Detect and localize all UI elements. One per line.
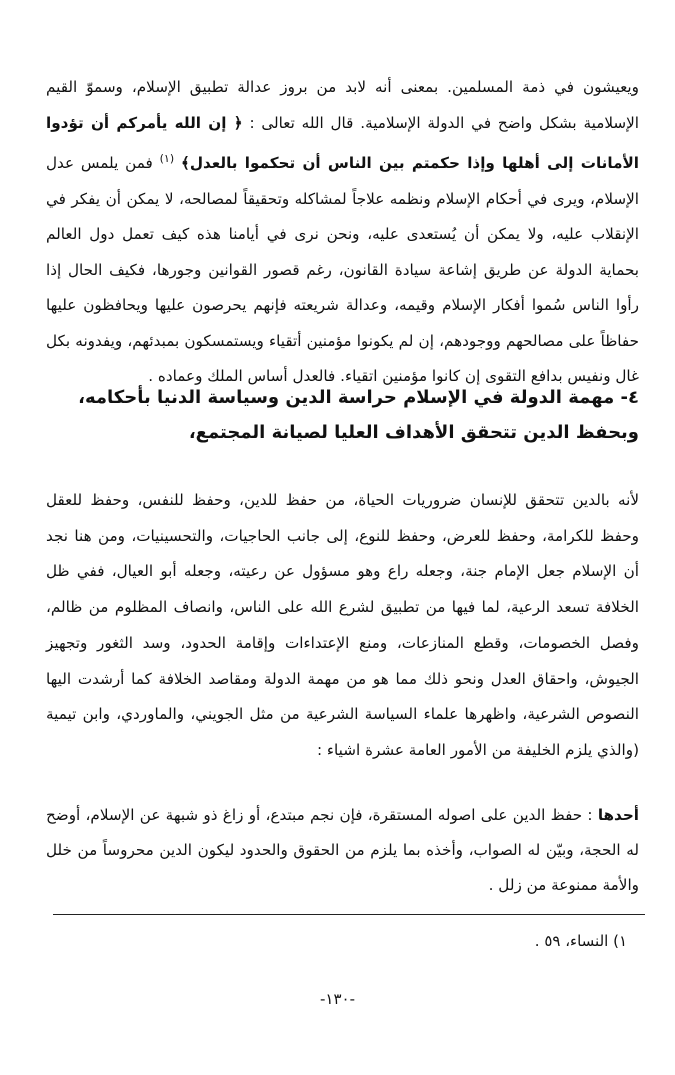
footnote: ١) النساء، ٥٩ .	[534, 932, 627, 950]
section-heading: ٤- مهمة الدولة في الإسلام حراسة الدين وسياسة الدنيا بأحكامه، وبحفظ الدين تتحقق الأهداف العليا لصيانة المجتمع،	[78, 387, 639, 443]
quran-quote: ﴿ إن الله يأمركم أن تؤدوا الأمانات إلى أهلها وإذا حكمتم بين الناس أن تحكموا بالعدل﴾	[46, 113, 639, 173]
paragraph-2	[46, 483, 639, 769]
paragraph-3	[46, 798, 639, 903]
paragraph-1-body: فمن يلمس عدل الإسلام، ويرى في أحكام الإسلام ونظمه علاجاً لمشاكله وتحقيقاً لمصالحه، لا يمكن أن يفكر في الإنقلاب عليه، ولا يمكن أن يُستعدى عليه، ونحن نرى في أيامنا هذه كيف تعمل دول العالم بحماية الدولة عن طريق إشاعة سيادة القانون، رغم قصور القوانين وجورها، فكيف الحال إذا رأوا الناس سُموا أفكار الإسلام وقيمه، وعدالة شريعته فإنهم يحرصون عليها ويحافظون عليها حفاظاً على مصالحهم ووجودهم، إن لم يكونوا مؤمنين أتقياء ويستمسكون بمبدئهم، ويفدونه بكل غال ونفيس بدافع التقوى إن كانوا مؤمنين اتقياء. فالعدل أساس الملك وعماده .	[46, 154, 639, 386]
footnote-divider	[53, 914, 645, 915]
paragraph-3-text: : حفظ الدين على اصوله المستقرة، فإن نجم مبتدع، أو زاغ ذو شبهة عن الإسلام، أوضح له الحجة، وبيّن له الصواب، وأخذه بما يلزم من الحقوق والحدود ليكون الدين محروساً من خلل والأمة ممنوعة من زلل .	[46, 806, 639, 894]
paragraph-2-text: لأنه بالدين تتحقق للإنسان ضروريات الحياة، من حفظ للدين، وحفظ للنفس، وحفظ للعقل وحفظ للكرامة، وحفظ للعرض، وحفظ للنوع، إلى جانب الحاجيات، والتحسينيات، ومن هنا نجد أن الإسلام جعل الإمام جنة، وجعله راع وهو مسؤول عن رعيته، وجعله أبو العيال، ففي ظل الخلافة تسعد الرعية، لما فيها من تطبيق لشرع الله على الناس، وانصاف المظلوم من ظالم، وفصل الخصومات، وقطع المنازعات، ومنع الإعتداءات وإقامة الحدود، وسد الثغور وتجهيز الجيوش، واحقاق العدل ونحو ذلك مما هو من مهمة الدولة ومقاصد الخلافة كما أرشدت اليها النصوص الشرعية، واظهرها علماء السياسة الشرعية من مثل الجويني، والماوردي، وابن تيمية (والذي يلزم الخليفة من الأمور العامة عشرة اشياء :	[46, 491, 639, 759]
paragraph-1-intro: ويعيشون في ذمة المسلمين. بمعنى أنه لابد من بروز عدالة تطبيق الإسلام، وسموّ القيم الإسلامية بشكل واضح في الدولة الإسلامية. قال الله تعالى :	[46, 78, 639, 132]
paragraph-3-lead: أحدها	[597, 806, 639, 824]
footnote-reference[interactable]: (١)	[159, 152, 175, 165]
paragraph-1	[46, 70, 639, 395]
page-number: -١٣٠-	[319, 990, 355, 1008]
